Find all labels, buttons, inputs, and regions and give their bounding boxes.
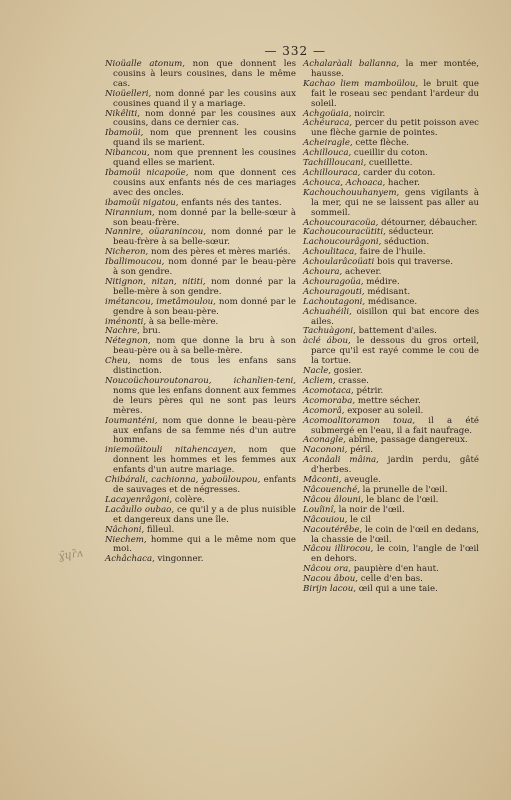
entry-headword: Nicheron, — [105, 247, 149, 258]
entry-headword: Achoulitaca, — [303, 247, 358, 258]
entry-definition: nom donné par le beau-frère à sa belle-sœur. — [113, 227, 296, 248]
entry-headword: Nioüalle atonum, — [105, 59, 186, 69]
entry-definition: nom que prennent les cousines quand elles se marient. — [113, 148, 296, 169]
entry-headword: Nachre, — [105, 326, 140, 337]
dictionary-entry — [303, 417, 479, 437]
dictionary-entry — [105, 506, 296, 526]
entry-headword: Louîinî, — [303, 504, 336, 515]
entry-definition: exposer au soleil. — [344, 405, 424, 416]
entry-headword: Nirannium, — [105, 207, 155, 218]
entry-definition: le blanc de l'œil. — [363, 494, 439, 505]
dictionary-entry — [105, 278, 296, 298]
entry-headword: Nacoutérêbe, — [303, 524, 363, 535]
dictionary-entry — [105, 149, 296, 169]
dictionary-entry — [105, 298, 296, 318]
entry-definition: filleul. — [144, 524, 175, 535]
entry-headword: Achoura, — [303, 267, 343, 278]
entry-headword: Nâchoni, — [105, 524, 145, 535]
entry-definition: carder du coton. — [360, 167, 436, 178]
entry-definition: œil qui a une taie. — [355, 584, 438, 595]
entry-headword: Acheiragle, — [303, 138, 353, 149]
entry-headword: iménonti, — [105, 316, 147, 327]
dictionary-entry — [105, 555, 296, 565]
dictionary-entry — [303, 545, 479, 565]
entry-definition: enfants de sauvages et de négresses. — [113, 475, 296, 495]
entry-definition: nom que donne le beau-père aux enfans de sa femme nés d'un autre homme. — [113, 415, 296, 446]
entry-definition: nom donné par le gendre à son beau-père. — [113, 296, 297, 317]
entry-definition: le coin de l'œil en dedans, la chassie de l'œil. — [311, 524, 479, 545]
dictionary-entry — [105, 417, 296, 447]
entry-definition: nom que prennent les cousins quand ils se marient. — [113, 128, 296, 149]
dictionary-entry — [303, 456, 479, 476]
entry-headword: Acomoraba, — [303, 395, 356, 406]
entry-headword: Achalaràali ballanna, — [303, 59, 400, 69]
entry-definition: nom que donne la bru à son beau-père ou à sa belle-mère. — [113, 336, 296, 357]
entry-headword: Nétegnon, — [105, 336, 151, 347]
entry-definition: nom des pères et mères mariés. — [148, 247, 291, 258]
entry-headword: Achéuraca, — [303, 118, 353, 129]
entry-definition: la mer montée, hausse. — [311, 59, 479, 79]
entry-headword: Aconâali mâina, — [303, 455, 379, 466]
entry-definition: le coin, l'angle de l'œil en dehors. — [311, 544, 479, 565]
entry-definition: la noir de l'œil. — [335, 504, 405, 515]
entry-headword: Ibamoüi nicapoüe, — [105, 167, 189, 178]
entry-headword: Nibancou, — [105, 148, 150, 159]
entry-definition: à sa belle-mère. — [146, 316, 219, 327]
entry-definition: abîme, passage dangereux. — [345, 435, 468, 446]
dictionary-entry — [105, 90, 296, 110]
entry-headword: Nâcou ora, — [303, 564, 352, 575]
left-column — [105, 60, 296, 565]
entry-definition: le bruit que fait le roseau sec pendant l'ardeur du soleil. — [311, 78, 479, 109]
dictionary-entry — [105, 169, 296, 199]
entry-headword: Achillouca, — [303, 148, 352, 159]
entry-headword: Niechem, — [105, 534, 147, 545]
entry-headword: Nitignon, nitan, nititi, — [105, 276, 206, 287]
entry-headword: Aconagle, — [303, 435, 346, 446]
entry-definition: percer du petit poisson avec une flèche garnie de pointes. — [311, 118, 479, 139]
dictionary-entry — [105, 110, 296, 130]
entry-headword: Ibamoüi, — [105, 128, 144, 139]
entry-definition: mettre sécher. — [355, 395, 421, 406]
dictionary-entry — [105, 536, 296, 556]
margin-annotation: ɣ̃ɥɾ̃ʌ — [57, 546, 84, 563]
entry-definition: médisance. — [365, 296, 418, 307]
entry-definition: ce qu'il y a de plus nuisible et dangereux dans une île. — [113, 504, 296, 525]
entry-headword: Mâconti, — [303, 475, 342, 486]
entry-headword: Tachuàgoni, — [303, 326, 356, 337]
entry-headword: Kachouchouuhanyem, — [303, 187, 400, 198]
entry-headword: Nâcou âlouni, — [303, 494, 364, 505]
entry-definition: cueillir du coton. — [351, 148, 428, 159]
entry-definition: gosier. — [331, 366, 363, 377]
entry-headword: Achoucouracoüa, — [303, 217, 379, 228]
entry-headword: Lachoutagoni, — [303, 296, 366, 307]
dictionary-entry — [105, 228, 296, 248]
entry-definition: nom donné par les cousins aux cousines quand il y a mariage. — [113, 88, 296, 109]
dictionary-entry — [105, 476, 296, 496]
entry-definition: gens vigilants à la mer, qui ne se laissent pas aller au sommeil. — [311, 187, 479, 218]
entry-definition: séduction. — [381, 237, 430, 248]
entry-definition: bru. — [139, 326, 161, 337]
dictionary-entry — [303, 119, 479, 139]
entry-headword: iniemoüitouli nitahencayen, — [105, 445, 237, 456]
entry-definition: il a été submergé en l'eau, il a fait naufrage. — [311, 415, 479, 436]
entry-definition: noms de tous les enfans sans distinction. — [113, 356, 296, 377]
entry-headword: Cheu, — [105, 356, 131, 367]
entry-headword: Nioüelleri, — [105, 88, 152, 99]
entry-definition: la prunelle de l'œil. — [359, 484, 448, 495]
dictionary-entry — [303, 60, 479, 80]
entry-definition: détourner, débaucher. — [378, 217, 478, 228]
entry-definition: celle d'en bas. — [357, 574, 423, 585]
entry-definition: non que donnent les cousins à leurs cousines, dans le même cas. — [113, 59, 296, 89]
entry-definition: colère. — [172, 494, 205, 505]
entry-definition: nom que donnent les hommes et les femmes aux enfants d'un autre mariage. — [113, 445, 296, 476]
entry-headword: Lacayenrâgoni, — [105, 494, 173, 505]
entry-definition: nom donné par la belle-sœur à son beau-frère. — [113, 207, 296, 228]
entry-definition: péril. — [347, 445, 374, 456]
dictionary-entry — [303, 308, 479, 328]
entry-definition: noms que les enfans donnent aux femmes de leurs pères qui ne sont pas leurs mères. — [113, 385, 296, 416]
entry-headword: Lacâullo oubao, — [105, 504, 175, 515]
dictionary-entry — [105, 209, 296, 229]
entry-definition: faire de l'huile. — [357, 247, 426, 258]
entry-headword: Achuahéili, — [303, 306, 352, 317]
dictionary-entry — [105, 258, 296, 278]
entry-definition: aveugle. — [341, 475, 381, 486]
entry-headword: Achâchaca, — [105, 554, 155, 565]
entry-headword: Nâcouiou, — [303, 514, 348, 525]
entry-headword: Nâcou illirocou, — [303, 544, 374, 555]
entry-definition: pétrir. — [353, 385, 384, 396]
entry-definition: médisant. — [364, 286, 411, 297]
entry-definition: bois qui traverse. — [374, 257, 453, 268]
entry-definition: homme qui a le même nom que moi. — [113, 534, 296, 555]
dictionary-entry — [105, 337, 296, 357]
entry-headword: Noucoüchouroutonarou, ichanlien-teni, — [105, 376, 296, 386]
entry-definition: enfants nés des tantes. — [178, 197, 282, 208]
entry-definition: nom donné par la belle-mère à son gendre. — [113, 276, 296, 297]
dictionary-entry — [105, 60, 296, 90]
entry-definition: séducteur. — [385, 227, 434, 238]
entry-headword: imétancou, imetâmoulou, — [105, 296, 216, 307]
dictionary-entry — [105, 377, 296, 417]
entry-definition: achever. — [342, 267, 382, 278]
dictionary-entry — [303, 189, 479, 219]
entry-definition: jardin perdu, gâté d'herbes. — [311, 455, 479, 476]
entry-headword: Achouca, Achoaca, — [303, 177, 386, 188]
entry-definition: crasse. — [335, 376, 369, 386]
entry-definition: noircir. — [351, 108, 386, 119]
entry-headword: Ioumanténi, — [105, 415, 158, 426]
entry-definition: le cil — [347, 514, 371, 525]
entry-headword: àclé ábou, — [303, 336, 351, 347]
right-column — [303, 60, 479, 595]
entry-headword: Acliem, — [303, 376, 336, 386]
entry-definition: vingonner. — [154, 554, 204, 565]
entry-headword: Achouragoüa, — [303, 276, 364, 287]
entry-headword: Birijn lacou, — [303, 584, 356, 595]
entry-definition: battement d'ailes. — [355, 326, 437, 337]
entry-headword: Nacononi, — [303, 445, 348, 456]
entry-headword: Kachoucouracütiti, — [303, 227, 386, 238]
dictionary-entry — [303, 337, 479, 367]
entry-headword: Nacle, — [303, 366, 332, 377]
dictionary-entry — [105, 357, 296, 377]
entry-headword: Acomorâ, — [303, 405, 345, 416]
entry-definition: médire. — [363, 276, 400, 287]
dictionary-entry — [105, 446, 296, 476]
entry-definition: nom donné par les cousines aux cousins, dans ce dernier cas. — [113, 108, 296, 129]
dictionary-entry — [303, 526, 479, 546]
dictionary-entry — [303, 585, 479, 595]
dictionary-entry — [303, 80, 479, 110]
entry-headword: Iballimoucou, — [105, 257, 165, 268]
entry-definition: paupière d'en haut. — [351, 564, 439, 575]
entry-definition: cette flèche. — [352, 138, 410, 149]
entry-definition: le dessous du gros orteil, parce qu'il est rayé comme le cou de la tortue. — [311, 336, 479, 367]
entry-headword: Nikêliti, — [105, 108, 140, 119]
entry-headword: Nannire, oüaranincou, — [105, 227, 206, 238]
dictionary-entry — [105, 129, 296, 149]
entry-definition: cueillette. — [366, 158, 413, 169]
entry-definition: nom que donnent ces cousins aux enfants nés de ces mariages avec des oncles. — [113, 167, 296, 198]
entry-headword: Achouragouti, — [303, 286, 365, 297]
entry-headword: Nâcouenché, — [303, 484, 360, 495]
entry-headword: Nacou âbou, — [303, 574, 358, 585]
entry-definition: oisillon qui bat encore des ailes. — [311, 306, 479, 327]
entry-headword: Chibárali, cachionna, yaboüloupou, — [105, 475, 261, 486]
entry-headword: Lachoucourâgoni, — [303, 237, 382, 248]
page-number: — 332 — — [264, 44, 326, 58]
entry-headword: Kachao liem mamboülou, — [303, 78, 419, 89]
entry-headword: Acomotaca, — [303, 385, 354, 396]
entry-headword: Achgoüaia, — [303, 108, 352, 119]
entry-definition: nom donné par le beau-père à son gendre. — [113, 257, 296, 278]
entry-headword: Acomoalitoramon toua, — [303, 415, 416, 426]
entry-headword: Achoularâcoüati — [303, 257, 375, 268]
entry-headword: ibamoüi nigatou, — [105, 197, 179, 208]
entry-definition: hacher. — [385, 177, 420, 188]
entry-headword: Tachillloucani, — [303, 158, 367, 169]
entry-headword: Achillouraca, — [303, 167, 361, 178]
